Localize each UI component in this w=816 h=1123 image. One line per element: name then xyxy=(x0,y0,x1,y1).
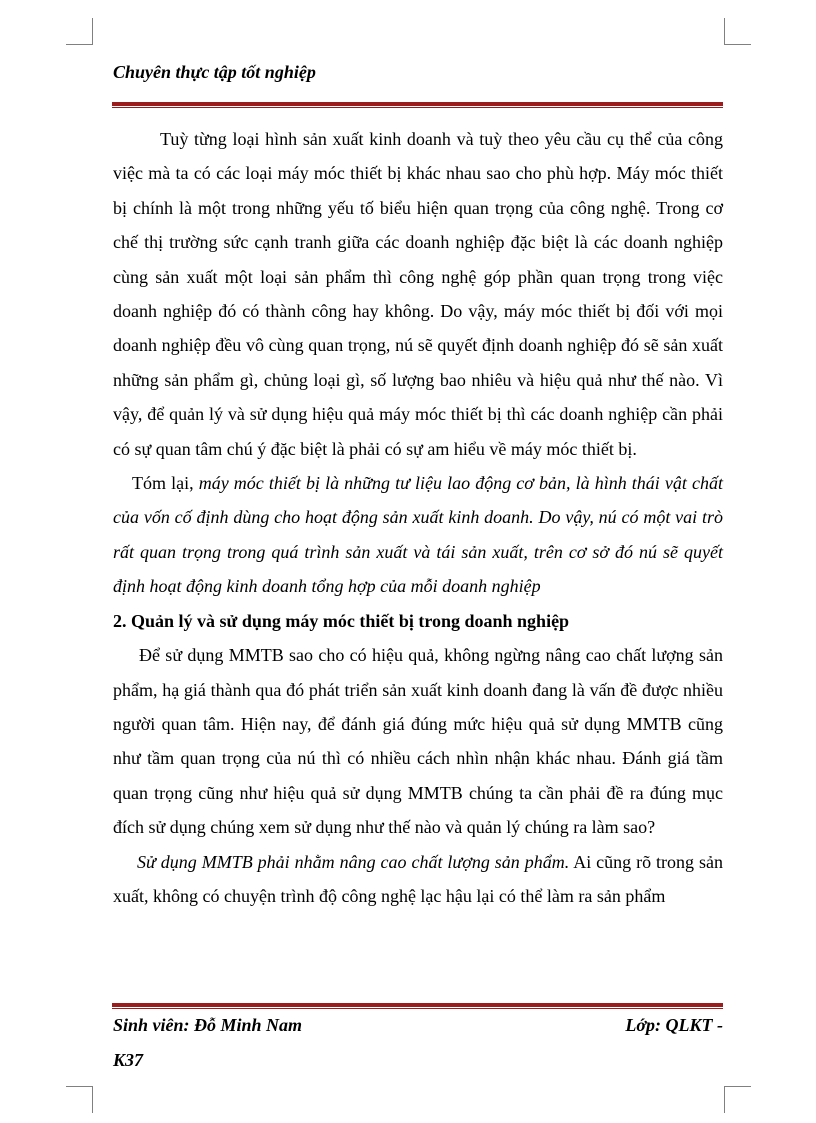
paragraph-mmtb-usage: Để sử dụng MMTB sao cho có hiệu quả, không ngừng nâng cao chất lượng sản phẩm, hạ giá thành qua đó phát triển sản xuất kinh doanh đang là vấn đề được nhiều người quan tâm. Hiện nay, để đánh giá đúng mức hiệu quả sử dụng MMTB cũng như tầm quan trọng của nú thì có nhiều cách nhìn nhận khác nhau. Đánh giá tầm quan trọng cũng như hiệu quả sử dụng MMTB chúng ta cần phải đề ra đúng mục đích sử dụng chúng xem sử dụng như thế nào và quản lý chúng ra làm sao? xyxy=(113,645,723,838)
summary-lead: Tóm lại, xyxy=(132,473,199,494)
summary-italic: máy móc thiết bị là những tư liệu lao động cơ bản, là hình thái vật chất của vốn cố định dùng cho hoạt động sản xuất kinh doanh. Do vậy, nú có một vai trò rất quan trọng trong quá trình sản xuất và tái sản xuất, trên cơ sở đó nú sẽ quyết định hoạt động kinh doanh tổng hợp của mỗi doanh nghiệp xyxy=(113,473,723,597)
quality-rest: Ai cũng rõ trong sản xuất, không có chuyện trình độ công nghệ lạc hậu lại có thể làm ra sản phẩm xyxy=(113,851,723,906)
crop-mark-top-right xyxy=(724,18,751,45)
footer-student-name: Sinh viên: Đỗ Minh Nam xyxy=(113,1015,303,1035)
paragraph-quality xyxy=(113,845,723,914)
footer-class-code: K37 xyxy=(113,1050,144,1070)
page-header-title: Chuyên thực tập tốt nghiệp xyxy=(113,62,316,82)
footer-class-label: Lớp: QLKT - xyxy=(625,1015,723,1035)
footer-divider xyxy=(112,1003,723,1007)
crop-mark-top-left xyxy=(66,18,93,45)
section-heading: 2. Quản lý và sử dụng máy móc thiết bị trong doanh nghiệp xyxy=(113,610,570,631)
document-body xyxy=(113,122,723,913)
paragraph-summary xyxy=(113,466,723,604)
crop-mark-bottom-right xyxy=(724,1086,751,1113)
crop-mark-bottom-left xyxy=(66,1086,93,1113)
header-divider xyxy=(112,102,723,106)
paragraph-machinery-importance: Tuỳ từng loại hình sản xuất kinh doanh và tuỳ theo yêu cầu cụ thể của công việc mà ta có các loại máy móc thiết bị khác nhau sao cho phù hợp. Máy móc thiết bị chính là một trong những yếu tố biểu hiện quan trọng của công nghệ. Trong cơ chế thị trường sức cạnh tranh giữa các doanh nghiệp đặc biệt là các doanh nghiệp cùng sản xuất một loại sản phẩm thì công nghệ góp phần quan trọng trong việc doanh nghiệp đó có thành công hay không. Do vậy, máy móc thiết bị đối với mọi doanh nghiệp đều vô cùng quan trọng, nú sẽ quyết định doanh nghiệp đó sẽ sản xuất những sản phẩm gì, chủng loại gì, số lượng bao nhiêu và hiệu quả như thế nào. Vì vậy, để quản lý và sử dụng hiệu quả máy móc thiết bị thì các doanh nghiệp cần phải có sự quan tâm chú ý đặc biệt là phải có sự am hiểu về máy móc thiết bị. xyxy=(113,129,723,459)
quality-italic: Sử dụng MMTB phải nhằm nâng cao chất lượng sản phẩm. xyxy=(137,851,570,872)
